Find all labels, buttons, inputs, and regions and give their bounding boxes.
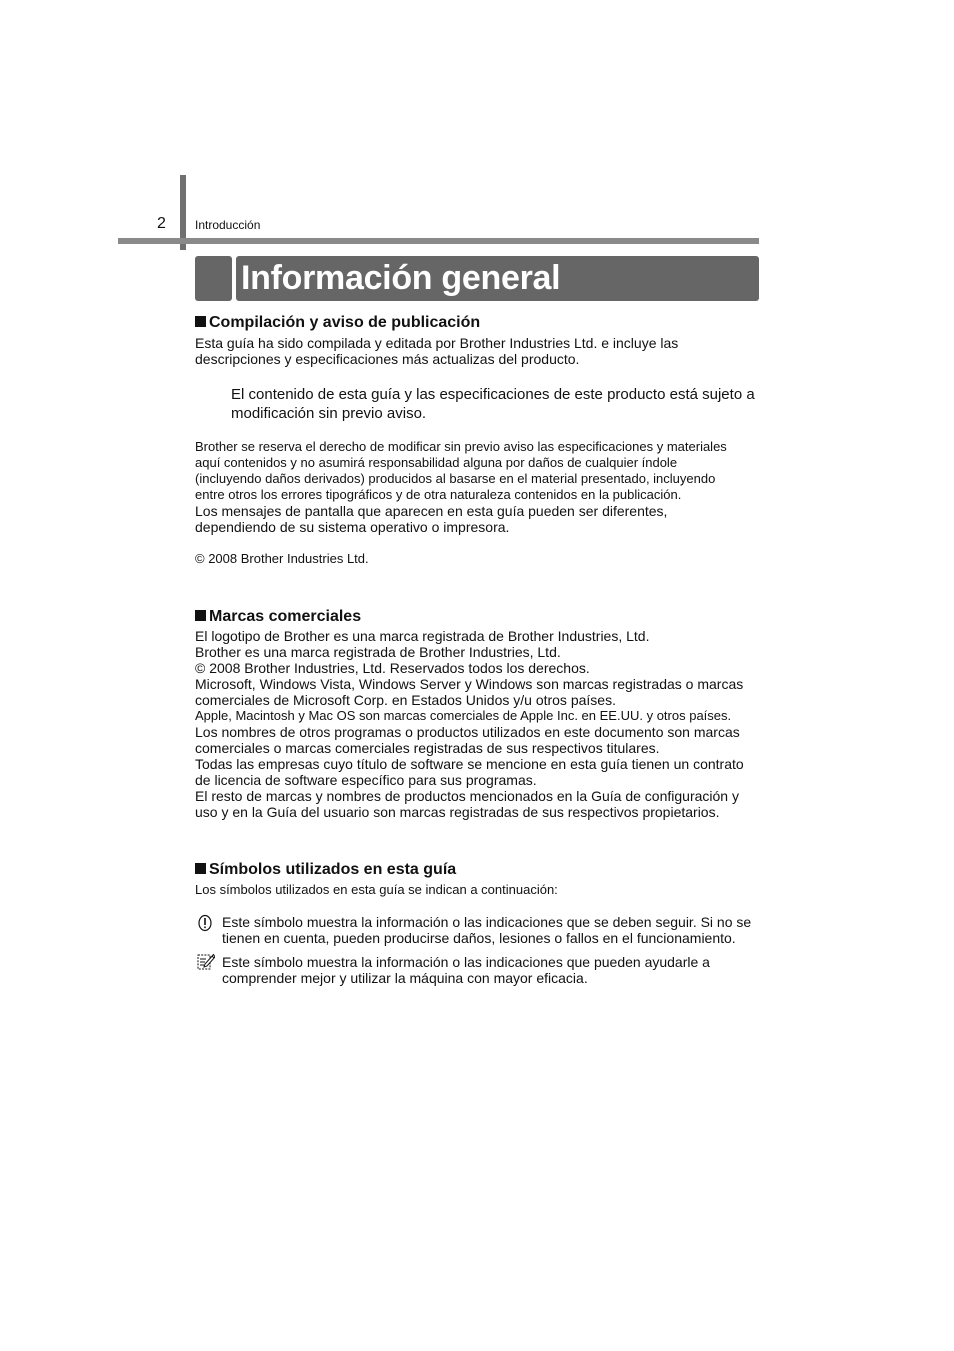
heading-simbolos: Símbolos utilizados en esta guía <box>195 861 456 879</box>
compilacion-intro: Esta guía ha sido compilada y editada por Brother Industries Ltd. e incluye las descripciones y especificaciones más actualizas del producto. <box>195 335 679 367</box>
section-label: Introducción <box>195 218 261 232</box>
memo-pencil-icon <box>197 953 215 971</box>
bullet-square-icon <box>195 863 206 874</box>
page-title: Información general <box>241 259 561 297</box>
header-horizontal-rule <box>118 238 759 244</box>
title-bar <box>236 256 759 301</box>
title-marker <box>195 256 232 301</box>
page-number: 2 <box>157 215 166 232</box>
heading-marcas: Marcas comerciales <box>195 608 361 626</box>
copyright: © 2008 Brother Industries Ltd. <box>195 551 369 566</box>
compilacion-legal: Brother se reserva el derecho de modificar sin previo aviso las especificaciones y materiales aquí contenidos y no asumirá responsabilidad alguna por daños de cualquier índole (incluyendo daños derivados) producidos al basarse en el material presentado, incluyendo entre otros los errores tipográficos y de otra naturaleza contenidos en la publicación. Los mensajes de pantalla que aparecen en esta guía pueden ser diferentes, dependiendo de su sistema operativo o impresora. <box>195 439 727 535</box>
caution-icon <box>197 914 213 932</box>
marcas-list: El logotipo de Brother es una marca registrada de Brother Industries, Ltd. Brother es una marca registrada de Brother Industries, Ltd. © 2008 Brother Industries, Ltd. Reservados todos los derechos. Microsoft, Windows Vista, Windows Server y Windows son marcas registradas o marcas comerciales de Microsoft Corp. en Estados Unidos y/u otros países. Apple, Macintosh y Mac OS son marcas comerciales de Apple Inc. en EE.UU. y otros países. Los nombres de otros programas o productos utilizados en este documento son marcas comerciales o marcas comerciales registradas de sus respectivos titulares. Todas las empresas cuyo título de software se mencione en esta guía tienen un contrato de licencia de software específico para sus programas. El resto de marcas y nombres de productos mencionados en la Guía de configuración y uso y en la Guía del usuario son marcas registradas de sus respectivos propietarios. <box>195 628 744 820</box>
heading-compilacion: Compilación y aviso de publicación <box>195 314 480 332</box>
compilacion-note: El contenido de esta guía y las especificaciones de este producto está sujeto a modificación sin previo aviso. <box>231 386 755 422</box>
caution-description: Este símbolo muestra la información o las indicaciones que se deben seguir. Si no se tienen en cuenta, pueden producirse daños, lesiones o fallos en el funcionamiento. <box>222 914 752 946</box>
simbolos-intro: Los símbolos utilizados en esta guía se indican a continuación: <box>195 882 558 897</box>
memo-description: Este símbolo muestra la información o las indicaciones que pueden ayudarle a comprender mejor y utilizar la máquina con mayor eficacia. <box>222 954 710 986</box>
bullet-square-icon <box>195 316 206 327</box>
bullet-square-icon <box>195 610 206 621</box>
